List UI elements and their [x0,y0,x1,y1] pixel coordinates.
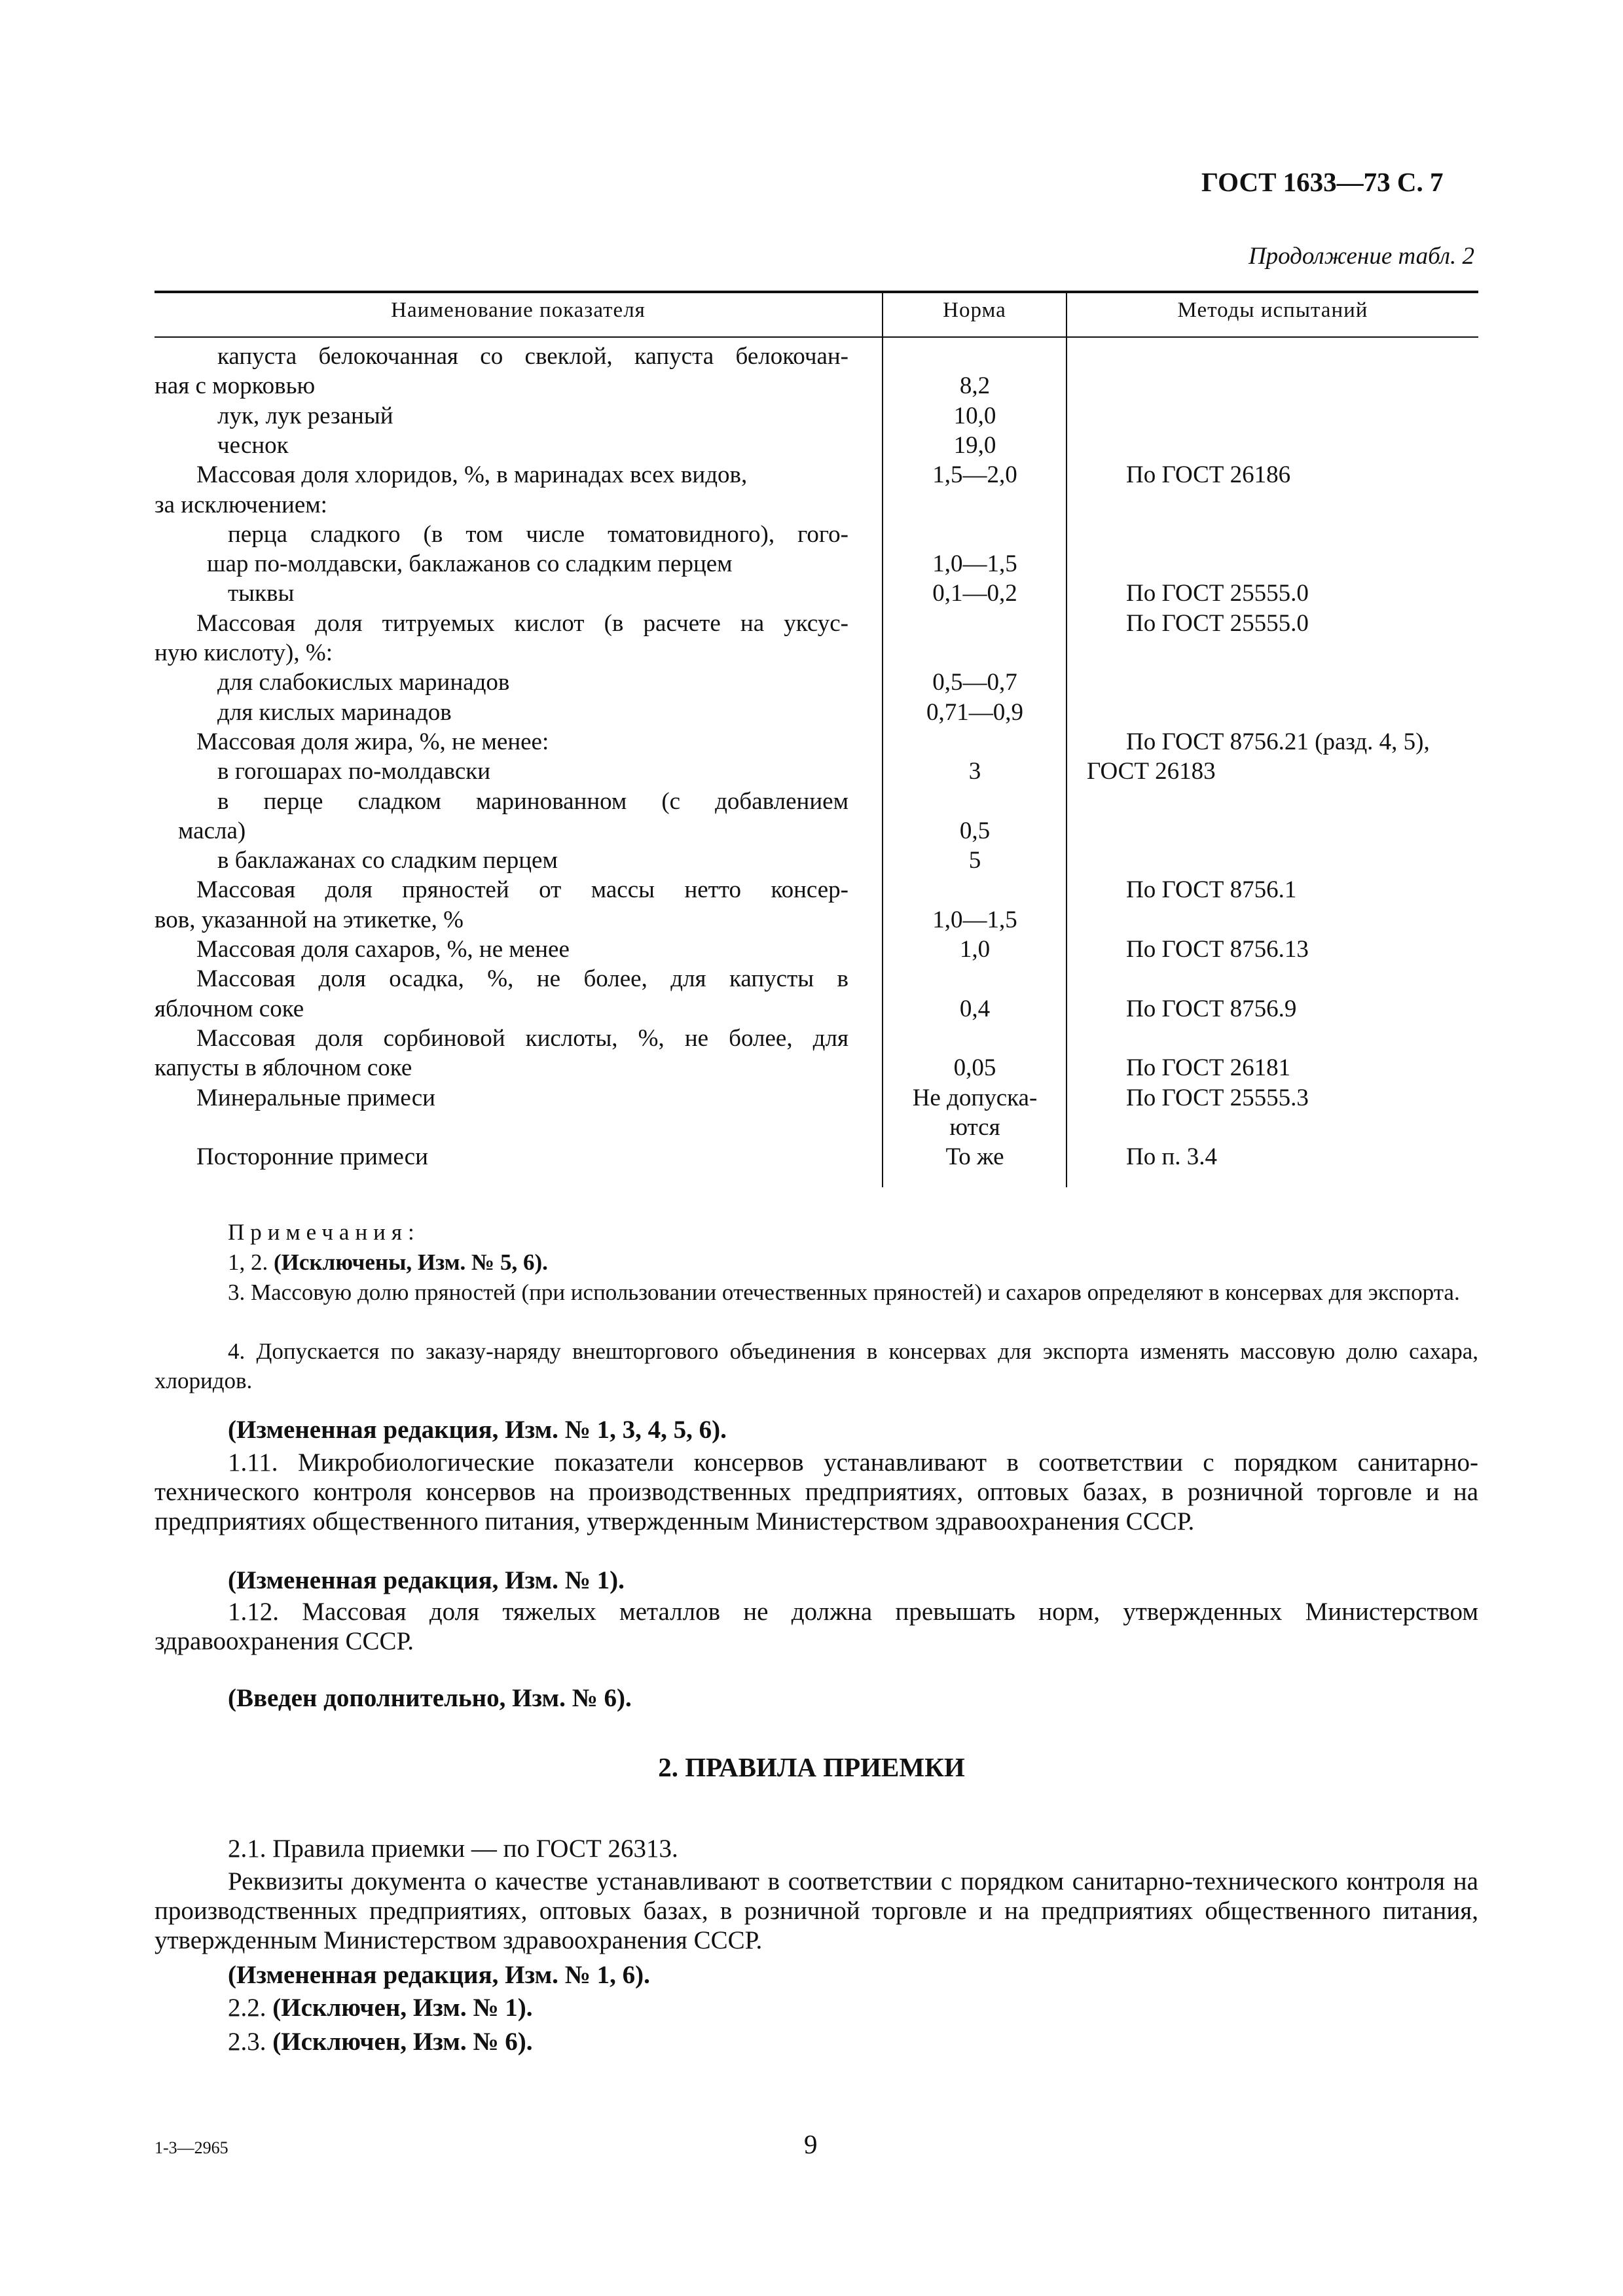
table-cell-norm: 5 [968,847,981,874]
table-cell-norm: 1,0—1,5 [932,906,1017,933]
revision-note-2: (Измененная редакция, Изм. № 1). [228,1566,625,1594]
note-1-2-prefix: 1, 2. [228,1249,268,1275]
table-cell-name: ную кислоту), %: [155,639,333,666]
table-cell-method: По ГОСТ 25555.0 [1126,610,1309,637]
table-cell-name: Массовая доля сахаров, %, не менее [196,936,570,963]
table-cell-name: для слабокислых маринадов [217,669,510,696]
table-cell-norm: 8,2 [959,372,991,399]
table-cell-method: По ГОСТ 25555.0 [1126,580,1309,607]
table-top-rule [155,291,1478,293]
table-cell-name: перца сладкого (в том числе томатовидного), гого- [228,521,848,548]
table-cell-name: в гогошарах по-молдавски [217,758,491,785]
table-cell-name: за исключением: [155,492,327,518]
table-cell-name: масла) [178,817,246,844]
table-cell-norm: 1,5—2,0 [932,461,1017,488]
document-code: ГОСТ 1633—73 С. 7 [1201,167,1444,197]
table-cell-name: шар по-молдавски, баклажанов со сладким перцем [207,550,733,577]
footer-code: 1-3—2965 [155,2138,228,2157]
column-header-norm: Норма [943,298,1006,322]
table-cell-norm: 0,5 [959,817,991,844]
paragraph-2-2: 2.2. (Исключен, Изм. № 1). [228,1994,533,2022]
note-4: 4. Допускается по заказу-наряду внешторгового объединения в консервах для экспорта изменять массовую долю сахара, хлоридов. [155,1338,1478,1393]
table-cell-norm: 3 [968,758,981,785]
table-cell-norm: 0,1—0,2 [932,580,1017,607]
table-cell-norm: 19,0 [953,432,996,459]
page-number: 9 [804,2129,818,2159]
column-header-methods: Методы испытаний [1177,298,1368,322]
table-cell-norm: 1,0—1,5 [932,550,1017,577]
table-cell-method: ГОСТ 26183 [1087,758,1216,785]
paragraph-2-3: 2.3. (Исключен, Изм. № 6). [228,2028,533,2056]
table-cell-name: капусты в яблочном соке [155,1054,412,1081]
table-cell-name: чеснок [217,432,289,459]
table-cell-name: Массовая доля сорбиновой кислоты, %, не более, для [196,1025,848,1052]
table-cell-name: Массовая доля осадка, %, не более, для капусты в [196,965,848,992]
table-cell-method: По ГОСТ 25555.3 [1126,1085,1309,1111]
notes-title: Примечания: [228,1219,420,1245]
paragraph-1-12: 1.12. Массовая доля тяжелых металлов не должна превышать норм, утвержденных Министерством здравоохранения СССР. [155,1598,1478,1655]
table-cell-norm: То же [945,1143,1004,1170]
table-cell-name: ная с морковью [155,372,316,399]
note-1-2 [228,1247,548,1277]
table-cell-name: в баклажанах со сладким перцем [217,847,558,874]
table-cell-name: Массовая доля жира, %, не менее: [196,728,549,755]
paragraph-1-11: 1.11. Микробиологические показатели консервов устанавливают в соответствии с порядком санитарно-технического контроля консервов на производственных предприятиях, оптовых базах, в розничной торговле и на предприятиях общественного питания, утвержденным Министерством здравоохранения СССР. [155,1448,1478,1535]
table-header-rule [155,336,1478,338]
table-cell-name: Массовая доля хлоридов, %, в маринадах всех видов, [196,461,748,488]
table-cell-name: вов, указанной на этикетке, % [155,906,464,933]
table-cell-name: Минеральные примеси [196,1085,435,1111]
table-cell-norm: 1,0 [959,936,991,963]
table-cell-norm: 0,4 [959,996,991,1022]
note-1-2-bold: (Исключены, Изм. № 5, 6). [274,1249,548,1275]
table-cell-name: лук, лук резаный [217,403,393,429]
table-cell-norm: 0,05 [953,1054,996,1081]
section-heading: 2. ПРАВИЛА ПРИЕМКИ [658,1752,965,1782]
revision-note-3: (Введен дополнительно, Изм. № 6). [228,1684,632,1712]
table-cell-method: По ГОСТ 26181 [1126,1054,1291,1081]
table-cell-method: По ГОСТ 8756.9 [1126,996,1297,1022]
table-cell-name: тыквы [228,580,295,607]
note-3: 3. Массовую долю пряностей (при использовании отечественных пряностей) и сахаров определяют в консервах для экспорта. [228,1280,1460,1305]
revision-note-4: (Измененная редакция, Изм. № 1, 6). [228,1961,650,1989]
table-cell-name: Массовая доля титруемых кислот (в расчете на уксус- [196,610,848,637]
table-cell-name: в перце сладком маринованном (с добавлением [217,788,848,815]
table-cell-method: По ГОСТ 8756.21 (разд. 4, 5), [1126,728,1430,755]
paragraph-2-1-requisites: Реквизиты документа о качестве устанавливают в соответствии с порядком санитарно-технического контроля на производственных предприятиях, оптовых базах, в розничной торговле и на предприятиях общественного питания, утвержденным Министерством здравоохранения СССР. [155,1867,1478,1954]
table-caption: Продолжение табл. 2 [1248,243,1474,270]
table-cell-norm: 0,5—0,7 [932,669,1017,696]
table-cell-method: По ГОСТ 26186 [1126,461,1291,488]
table-cell-name: яблочном соке [155,996,304,1022]
table-cell-method: По ГОСТ 8756.13 [1126,936,1309,963]
table-cell-name: капуста белокочанная со свеклой, капуста белокочан- [217,343,848,370]
table-cell-name: для кислых маринадов [217,699,452,726]
revision-note-1: (Измененная редакция, Изм. № 1, 3, 4, 5, 6). [228,1416,727,1444]
table-cell-norm: 10,0 [953,403,996,429]
table-cell-method: По п. 3.4 [1126,1143,1218,1170]
table-cell-name: Посторонние примеси [196,1143,428,1170]
table-cell-norm: Не допуска- [912,1085,1038,1111]
column-header-name: Наименование показателя [391,298,646,322]
table-cell-norm: 0,71—0,9 [926,699,1023,726]
table-cell-name: Массовая доля пряностей от массы нетто консер- [196,876,848,903]
table-cell-norm: ются [949,1114,1000,1141]
paragraph-2-1: 2.1. Правила приемки — по ГОСТ 26313. [228,1835,678,1863]
table-cell-method: По ГОСТ 8756.1 [1126,876,1297,903]
